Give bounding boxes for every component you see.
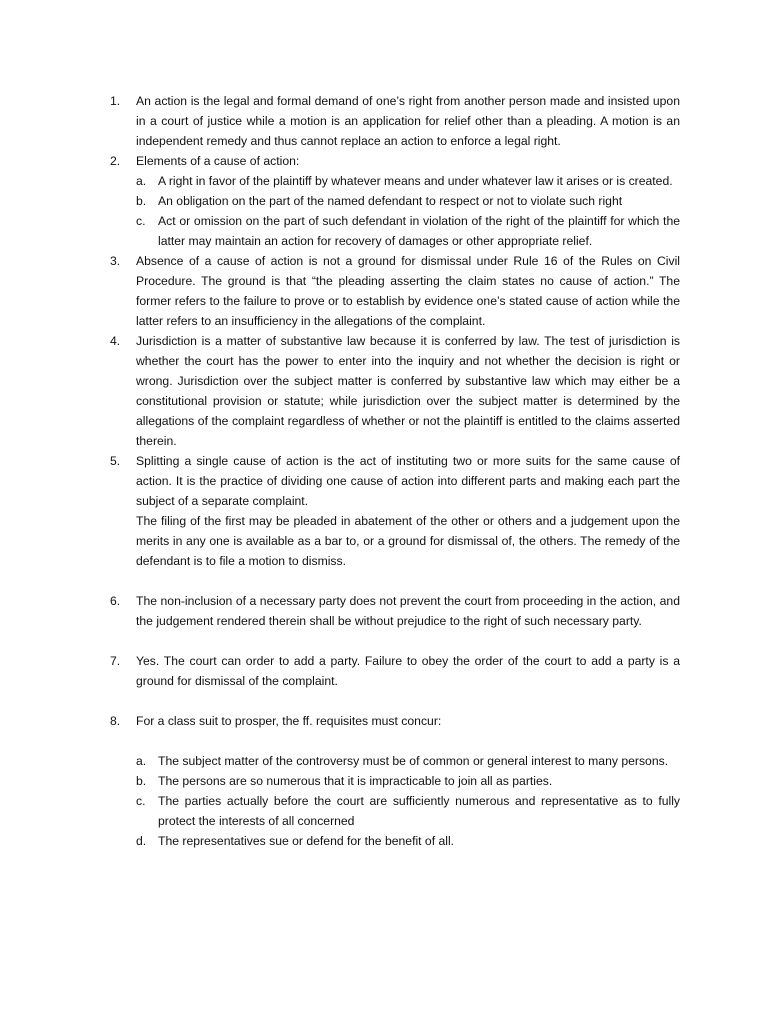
item-text: The non-inclusion of a necessary party does not prevent the court from proceeding in the action, and the judgement rendered therein shall be without prejudice to the right of such necessary party. <box>136 594 680 628</box>
sub-item-b <box>136 771 680 791</box>
sub-item-text: Act or omission on the part of such defendant in violation of the right of the plaintiff for which the latter may maintain an action for recovery of damages or other appropriate relief. <box>158 214 680 248</box>
sub-item-text: The parties actually before the court are sufficiently numerous and representative as to fully protect the interests of all concerned <box>158 794 680 828</box>
item-number: 1. <box>110 94 121 108</box>
sub-item-letter: c. <box>136 214 146 228</box>
item-text: An action is the legal and formal demand of one’s right from another person made and insisted upon in a court of justice while a motion is an application for relief other than a pleading. A motion is an independent remedy and thus cannot replace an action to enforce a legal right. <box>136 94 680 148</box>
sub-item-c <box>136 211 680 251</box>
item-number: 7. <box>110 654 121 668</box>
sub-item-text: The representatives sue or defend for the benefit of all. <box>158 834 455 848</box>
item-text: Splitting a single cause of action is the act of instituting two or more suits for the same cause of action. It is the practice of dividing one cause of action into different parts and making each part the subject of a separate complaint. <box>136 454 680 508</box>
sub-item-text: A right in favor of the plaintiff by whatever means and under whatever law it arises or is created. <box>158 174 673 188</box>
list-item-3 <box>110 251 680 331</box>
item-number: 5. <box>110 454 121 468</box>
sub-item-text: An obligation on the part of the named defendant to respect or not to violate such right <box>158 194 623 208</box>
sub-item-letter: d. <box>136 834 147 848</box>
spacer <box>110 571 680 591</box>
item-number: 3. <box>110 254 121 268</box>
item-text: Yes. The court can order to add a party. Failure to obey the order of the court to add a party is a ground for dismissal of the complaint. <box>136 654 680 688</box>
list-item-8 <box>110 711 680 851</box>
numbered-list <box>110 91 680 851</box>
sub-item-a <box>136 171 680 191</box>
sub-list <box>136 751 680 851</box>
sub-item-b <box>136 191 680 211</box>
list-item-2 <box>110 151 680 251</box>
sub-item-letter: b. <box>136 194 147 208</box>
sub-item-d <box>136 831 680 851</box>
sub-item-letter: a. <box>136 754 147 768</box>
list-item-1 <box>110 91 680 151</box>
item-text: Jurisdiction is a matter of substantive law because it is conferred by law. The test of jurisdiction is whether the court has the power to enter into the inquiry and not whether the decision is right or wrong. Jurisdiction over the subject matter is conferred by substantive law which may either be a constitutional provision or statute; while jurisdiction over the subject matter is determined by the allegations of the complaint regardless of whether or not the plaintiff is entitled to the claims asserted therein. <box>136 334 680 448</box>
item-text-continued: The filing of the first may be pleaded in abatement of the other or others and a judgement upon the merits in any one is available as a bar to, or a ground for dismissal of, the others. The remedy of the defendant is to file a motion to dismiss. <box>136 514 680 568</box>
spacer <box>136 731 680 751</box>
spacer <box>110 691 680 711</box>
item-number: 2. <box>110 154 121 168</box>
item-number: 8. <box>110 714 121 728</box>
list-item-6 <box>110 591 680 631</box>
spacer <box>110 631 680 651</box>
sub-item-a <box>136 751 680 771</box>
item-number: 4. <box>110 334 121 348</box>
sub-item-text: The persons are so numerous that it is impracticable to join all as parties. <box>158 774 553 788</box>
sub-item-c <box>136 791 680 831</box>
sub-list <box>136 171 680 251</box>
sub-item-letter: a. <box>136 174 147 188</box>
sub-item-text: The subject matter of the controversy must be of common or general interest to many persons. <box>158 754 669 768</box>
list-item-4 <box>110 331 680 451</box>
item-text: For a class suit to prosper, the ff. requisites must concur: <box>136 714 442 728</box>
sub-item-letter: b. <box>136 774 147 788</box>
item-text: Absence of a cause of action is not a ground for dismissal under Rule 16 of the Rules on Civil Procedure. The ground is that “the pleading asserting the claim states no cause of action.” The former refers to the failure to prove or to establish by evidence one’s stated cause of action while the latter refers to an insufficiency in the allegations of the complaint. <box>136 254 680 328</box>
item-text: Elements of a cause of action: <box>136 154 300 168</box>
item-number: 6. <box>110 594 121 608</box>
sub-item-letter: c. <box>136 794 146 808</box>
list-item-7 <box>110 651 680 691</box>
list-item-5 <box>110 451 680 571</box>
